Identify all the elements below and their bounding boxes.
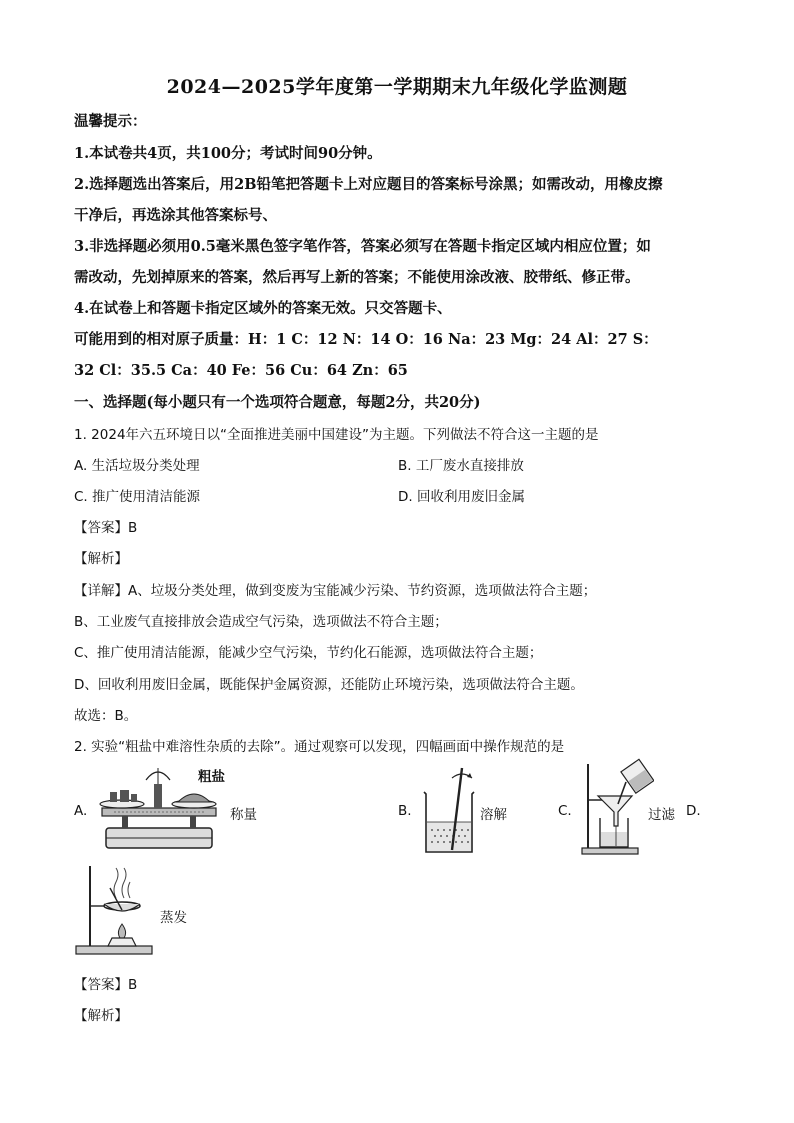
q2-figure-b-caption: 溶解 bbox=[480, 807, 507, 823]
filtration-figure bbox=[578, 756, 654, 858]
q1-conclusion: 故选：B。 bbox=[74, 708, 138, 724]
q2-figure-a-caption: 称量 bbox=[230, 807, 257, 823]
q1-stem: 1. 2024年六五环境日以“全面推进美丽中国建设”为主题。下列做法不符合这一主题的是 bbox=[74, 427, 599, 443]
q2-figure-c-caption: 过滤 bbox=[648, 807, 675, 823]
q2-analysis-tag: 【解析】 bbox=[74, 1008, 128, 1024]
answer-tag: 【答案】 bbox=[74, 977, 128, 993]
tip-3: 3.非选择题必须用0.5毫米黑色签字笔作答，答案必须写在答题卡指定区域内相应位置；如 bbox=[74, 238, 651, 255]
tip-4: 4.在试卷上和答题卡指定区域外的答案无效。只交答题卡、 bbox=[74, 300, 452, 317]
q1-answer bbox=[74, 516, 137, 536]
q1-analysis-tag: 【解析】 bbox=[74, 551, 128, 567]
q1-option-d: D. 回收利用废旧金属 bbox=[398, 489, 525, 505]
q1-detail-4: D、回收利用废旧金属，既能保护金属资源，还能防止环境污染，选项做法符合主题。 bbox=[74, 677, 584, 693]
q1-detail-3: C、推广使用清洁能源，能减少空气污染，节约化石能源，选项做法符合主题； bbox=[74, 645, 543, 661]
q2-stem: 2. 实验“粗盐中难溶性杂质的去除”。通过观察可以发现，四幅画面中操作规范的是 bbox=[74, 739, 565, 755]
evaporation-figure bbox=[70, 862, 156, 960]
page-title: 2024—2025学年度第一学期期末九年级化学监测题 bbox=[166, 76, 628, 98]
answer-value: B bbox=[128, 977, 138, 993]
q1-detail-2: B、工业废气直接排放会造成空气污染，选项做法不符合主题； bbox=[74, 614, 448, 630]
tip-3-cont: 需改动，先划掉原来的答案，然后再写上新的答案；不能使用涂改液、胶带纸、修正带。 bbox=[74, 269, 640, 286]
answer-value: B bbox=[128, 520, 138, 536]
q2-figure-d-caption: 蒸发 bbox=[160, 910, 187, 926]
q1-detail-1: 【详解】A、垃圾分类处理，做到变废为宝能减少污染、节约资源，选项做法符合主题； bbox=[74, 583, 597, 599]
q2-figure-a-letter: A. bbox=[74, 803, 88, 819]
q2-figure-d-letter: D. bbox=[686, 803, 701, 819]
q2-answer bbox=[74, 973, 137, 993]
q1-option-b: B. 工厂废水直接排放 bbox=[398, 458, 524, 474]
section-heading: 一、选择题(每小题只有一个选项符合题意，每题2分，共20分) bbox=[74, 394, 481, 411]
tips-heading: 温馨提示： bbox=[74, 113, 147, 130]
answer-tag: 【答案】 bbox=[74, 520, 128, 536]
beaker-dissolve-figure bbox=[418, 764, 480, 856]
atomic-masses-line2: 32 Cl：35.5 Ca：40 Fe：56 Cu：64 Zn：65 bbox=[74, 362, 408, 379]
atomic-masses-line1: 可能用到的相对原子质量：H：1 C：12 N：14 O：16 Na：23 Mg：24 Al：27 S： bbox=[74, 331, 658, 348]
tip-2-cont: 干净后，再选涂其他答案标号、 bbox=[74, 207, 277, 224]
tip-2: 2.选择题选出答案后，用2B铅笔把答题卡上对应题目的答案标号涂黑；如需改动，用橡皮擦 bbox=[74, 176, 663, 193]
q1-option-c: C. 推广使用清洁能源 bbox=[74, 489, 201, 505]
q2-figure-c-letter: C. bbox=[558, 803, 572, 819]
tip-1: 1.本试卷共4页，共100分；考试时间90分钟。 bbox=[74, 145, 382, 162]
q2-figure-a-extra: 粗盐 bbox=[198, 769, 225, 785]
q2-figure-b-letter: B. bbox=[398, 803, 412, 819]
q1-option-a: A. 生活垃圾分类处理 bbox=[74, 458, 200, 474]
